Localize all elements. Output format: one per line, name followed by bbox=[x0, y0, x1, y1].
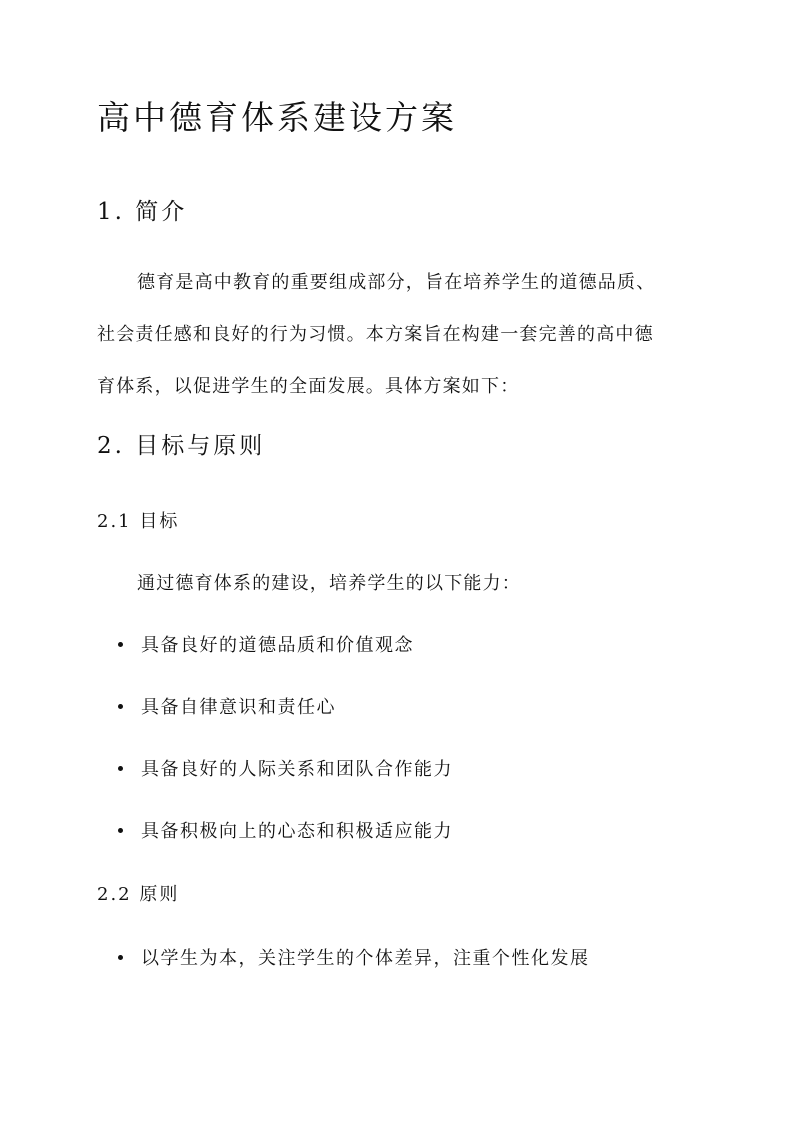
list-item: 具备自律意识和责任心 bbox=[118, 695, 336, 721]
bullet-dot bbox=[118, 642, 123, 647]
subsection-heading-goals: 2.1 目标 bbox=[97, 511, 180, 532]
document-title: 高中德育体系建设方案 bbox=[97, 98, 457, 137]
section-heading-goals-principles: 2. 目标与原则 bbox=[97, 433, 266, 459]
list-item: 具备积极向上的心态和积极适应能力 bbox=[118, 819, 453, 845]
intro-line-1: 德育是高中教育的重要组成部分，旨在培养学生的道德品质、 bbox=[137, 272, 656, 293]
goals-lead: 通过德育体系的建设，培养学生的以下能力： bbox=[137, 573, 521, 594]
intro-line-2: 社会责任感和良好的行为习惯。本方案旨在构建一套完善的高中德 bbox=[97, 324, 654, 345]
bullet-dot bbox=[118, 704, 123, 709]
intro-line-3: 育体系，以促进学生的全面发展。具体方案如下： bbox=[97, 376, 520, 397]
bullet-dot bbox=[118, 955, 123, 960]
list-item: 具备良好的道德品质和价值观念 bbox=[118, 633, 414, 659]
section-heading-intro: 1. 简介 bbox=[97, 199, 188, 225]
list-item: 以学生为本，关注学生的个体差异，注重个性化发展 bbox=[118, 946, 590, 972]
bullet-dot bbox=[118, 828, 123, 833]
subsection-heading-principles: 2.2 原则 bbox=[97, 884, 180, 905]
bullet-dot bbox=[118, 766, 123, 771]
list-item: 具备良好的人际关系和团队合作能力 bbox=[118, 757, 453, 783]
